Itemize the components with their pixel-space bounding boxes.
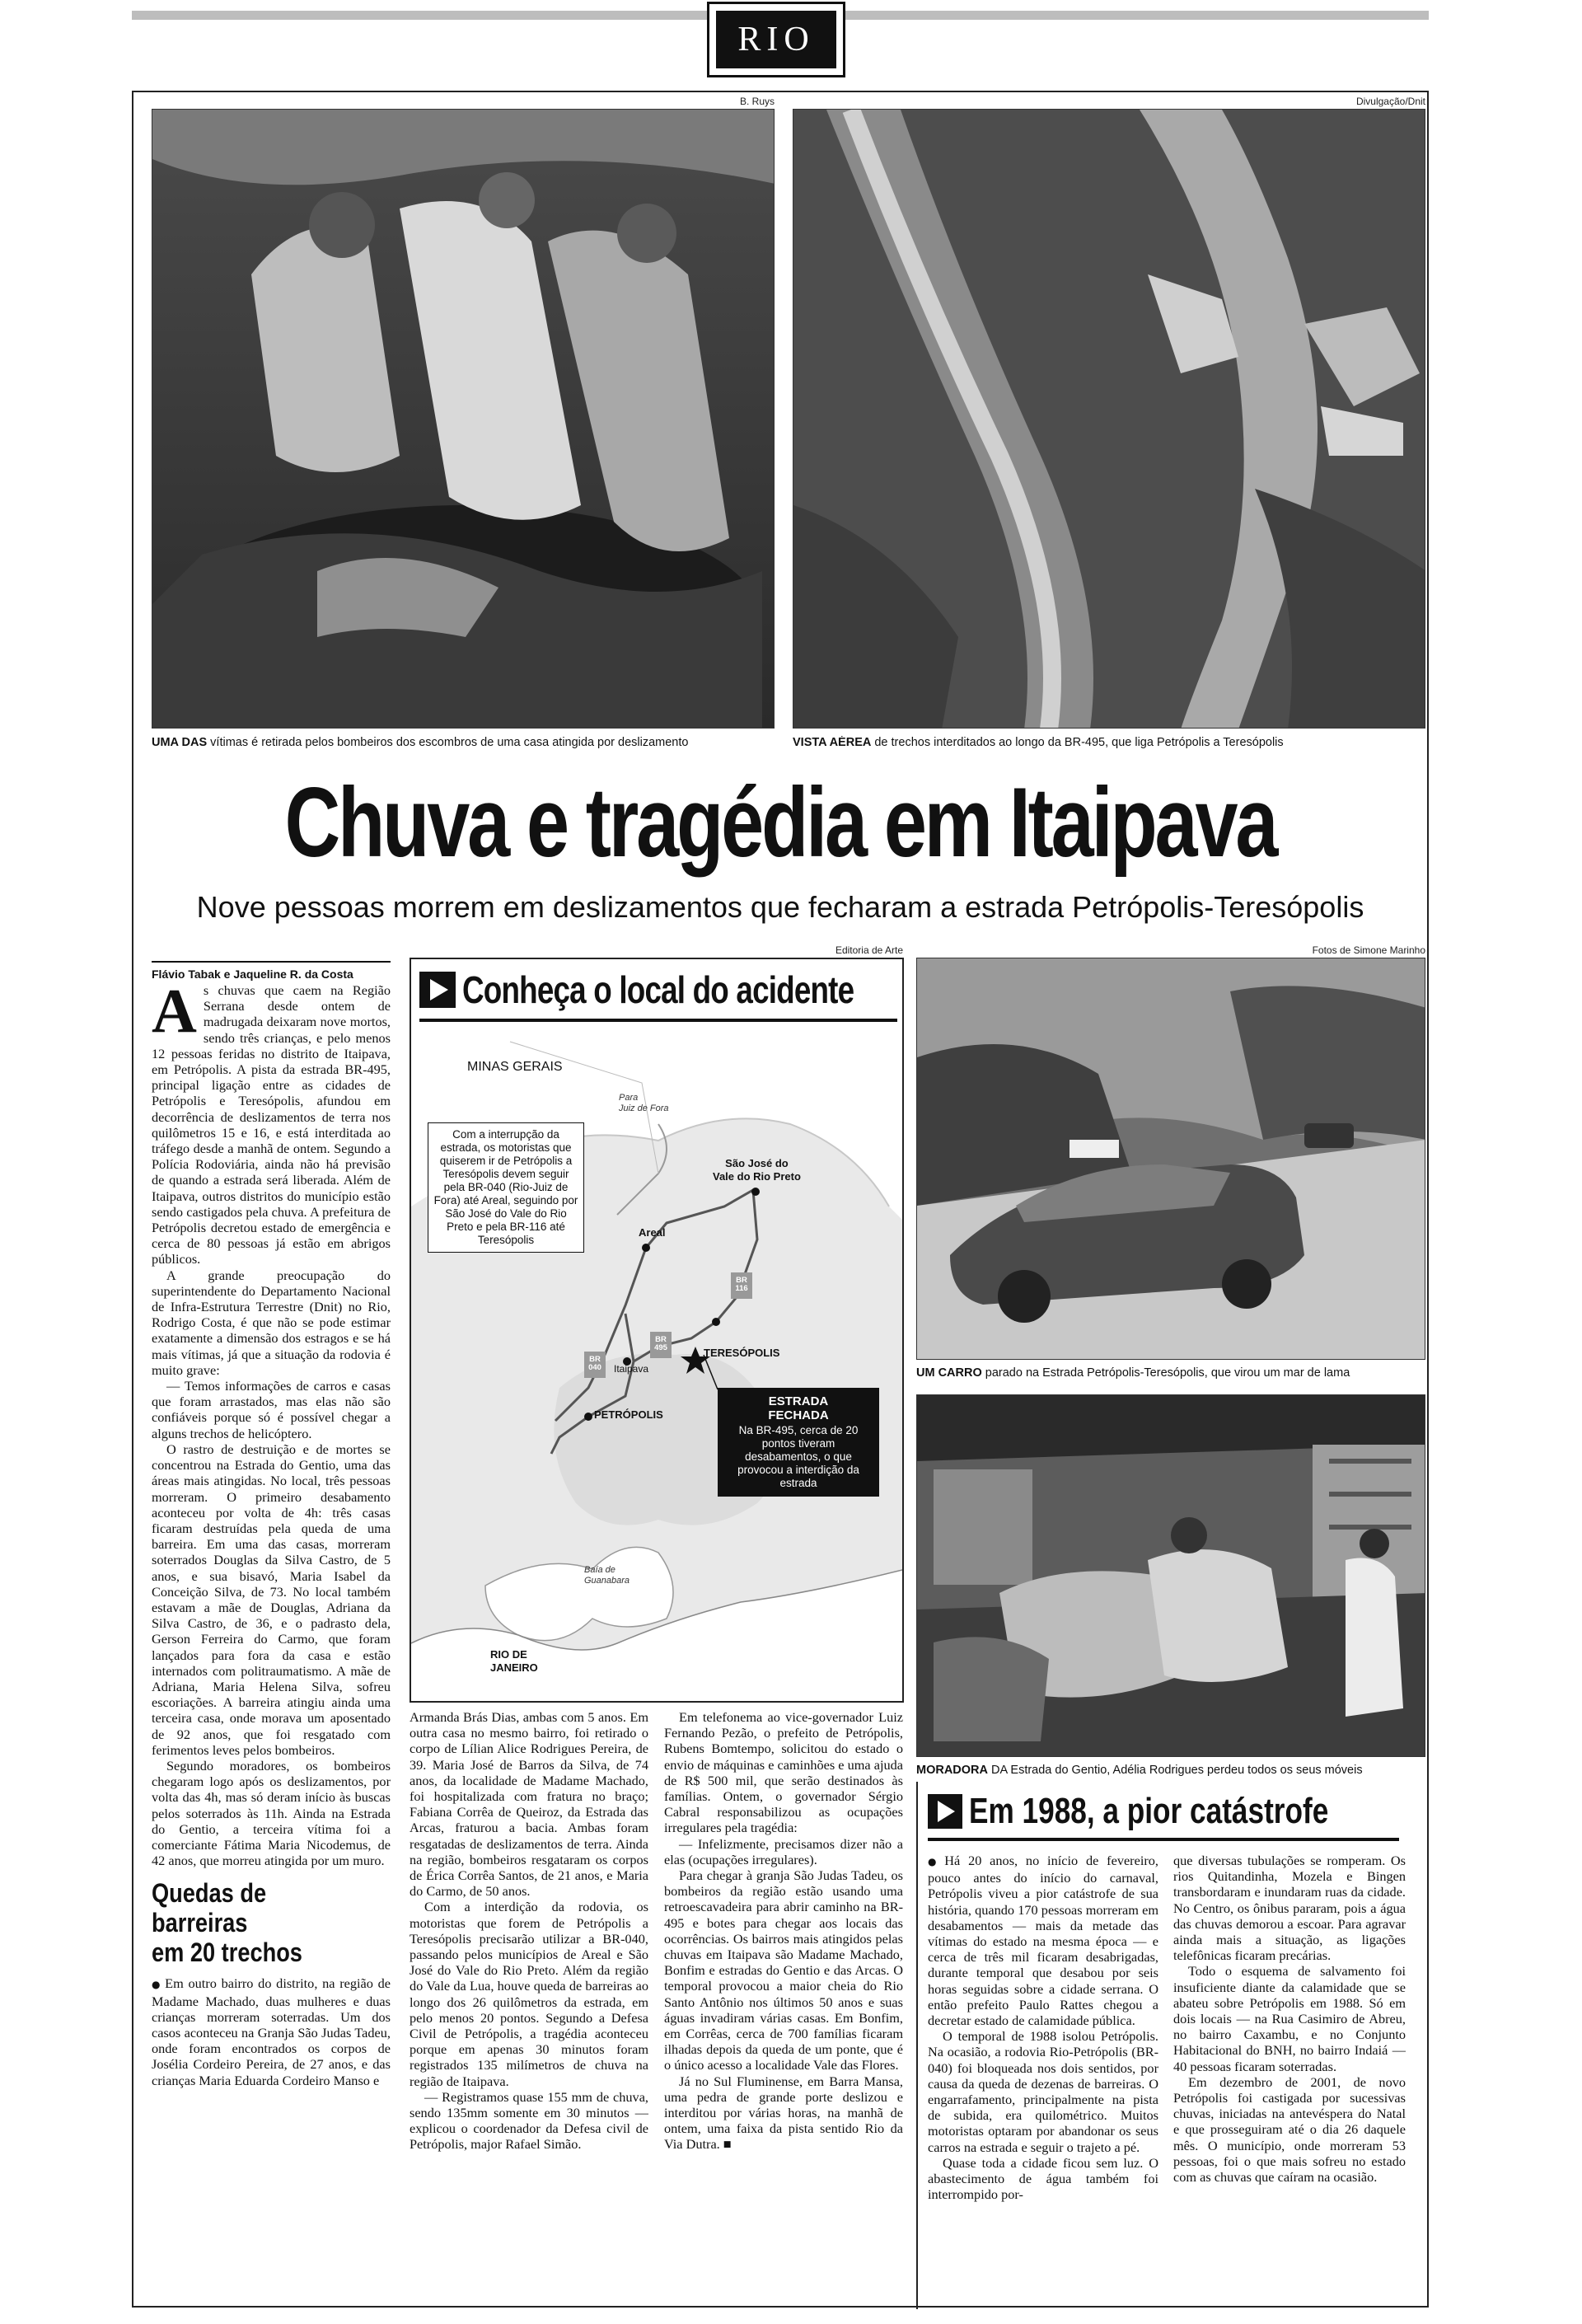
play-arrow-icon <box>419 972 456 1008</box>
article-column-3 <box>664 1709 903 2309</box>
photo-rescue <box>152 109 775 729</box>
map-credit: Editoria de Arte <box>835 944 903 956</box>
play-arrow-icon <box>928 1794 962 1829</box>
article-paragraph: O rastro de destruição e de mortes se concentrou na Estrada do Gentio, uma das áreas mais atingidas. No local, três pessoas morreram. O primeiro desabamento aconteceu por volta de 4h: três casas ficaram destruídas pela queda de uma barreira. Em uma das casas, morreram soterrados Douglas da Silva Castro, de 5 anos, e sua bisavó, Maria Isabel da Conceição Silva, de 73. No local também estavam a mãe de Douglas, Adriana da Silva Castro, de 36, e o padrasto dela, Gerson Ferreira do Carmo, que foram lançados para fora da casa e estão internados com politraumatismo. A mãe de Adriana, Maria Helena Silva, sofreu escoriações. A barreira atingiu ainda uma terceira casa, onde morava um aposentado de 92 anos, que foi resgatado com ferimentos leves pelos bombeiros. <box>152 1441 391 1758</box>
box-1988-left-border <box>916 1782 918 2309</box>
map-label-petropolis: PETRÓPOLIS <box>594 1408 663 1421</box>
article-text: Em outro bairro do distrito, na região de Madame Machado, duas mulheres e duas crianças morreram soterradas. Um dos casos aconteceu na Granja São Judas Tadeu, onde foram encontrados os corpos de Josélia Cordeiro Pereira, de 27 anos, e das crianças Maria Eduarda Cordeiro Manso e <box>152 1975 391 2088</box>
box-1988-title: Em 1988, a pior catástrofe <box>969 1791 1329 1831</box>
caption-rescue-lead: UMA DAS <box>152 736 208 749</box>
article-paragraph: que diversas tubulações se romperam. Os rios Quitandinha, Mozela e Bingen transbordaram e inundaram ruas da cidade. No Centro, os ônibus pararam, pois a água das chuvas demorou a escoar. Para agravar ainda mais a situação, as ligações telefônicas ficaram precárias. <box>1173 1853 1406 1964</box>
caption-aerial-lead: VISTA AÉREA <box>793 736 872 749</box>
photo-credit-car: Fotos de Simone Marinho <box>1312 944 1425 956</box>
article-column-1 <box>152 982 391 2309</box>
map-title-rule <box>419 1019 897 1022</box>
caption-resident <box>916 1764 1425 1777</box>
map-label-sao-jose: São José do Vale do Rio Preto <box>713 1157 801 1183</box>
caption-resident-lead: MORADORA <box>916 1764 988 1777</box>
article-paragraph <box>152 982 391 1267</box>
sidebar-box-1988 <box>916 1782 1417 2309</box>
map-label-rio: RIO DE JANEIRO <box>490 1648 538 1674</box>
map-label-to-juiz: Para Juiz de Fora <box>619 1093 669 1113</box>
photo-credit-aerial: Divulgação/Dnit <box>1355 96 1425 107</box>
box-1988-column-2 <box>1173 1853 1406 2304</box>
map-label-minas-gerais: MINAS GERAIS <box>467 1060 563 1074</box>
map-label-areal: Areal <box>639 1226 666 1239</box>
resident-photo-image <box>917 1395 1425 1757</box>
aerial-photo-image <box>793 110 1425 729</box>
photo-resident <box>916 1394 1425 1757</box>
map-detour-note: Com a interrupção da estrada, os motoristas que quiserem ir de Petrópolis a Teresópolis devem seguir pela BR-040 (Rio-Juiz de Fora) até Areal, seguindo por São José do Vale do Rio Preto e pela BR-116 até Teresópolis <box>428 1122 584 1253</box>
photo-aerial <box>793 109 1425 729</box>
article-subtitle: Quedas de barreiras em 20 trechos <box>152 1878 302 1968</box>
caption-car-text: parado na Estrada Petrópolis-Teresópolis, que virou um mar de lama <box>981 1366 1350 1380</box>
article-paragraph: Para chegar à granja São Judas Tadeu, os bombeiros da região estão usando uma retroescavadeira para abrir caminho na BR-495 e botes para chegar aos locais das ocorrências. Os bairros mais atingidos pelas chuvas em Itaipava são Madame Machado, Bonfim e estradas do Gentio e das Arcas. O temporal provocou a maior cheia do Rio Santo Antônio nos últimos 50 anos e suas águas invadiram várias casas. Em Bonfim, em Corrêas, cerca de 700 famílias ficaram ilhadas depois da queda de um ponte, que é o único acesso a localidade Vale das Flores. <box>664 1867 903 2073</box>
bullet-icon: ● <box>928 1856 942 1867</box>
caption-aerial-text: de trechos interditados ao longo da BR-495, que liga Petrópolis a Teresópolis <box>871 736 1284 749</box>
article-paragraph: A grande preocupação do superintendente do Departamento Nacional de Infra-Estrutura Terrestre (Dnit) no Rio, Rodrigo Costa, é que não se pode estimar exatamente a dimensão dos estragos e se há mais vítimas, já que a situação da rodovia é muito grave: <box>152 1267 391 1378</box>
callout-heading: ESTRADA FECHADA <box>768 1394 829 1422</box>
article-paragraph: — Infelizmente, precisamos dizer não a elas (ocupações irregulares). <box>664 1835 903 1867</box>
map-infographic <box>410 958 904 1703</box>
caption-rescue <box>152 736 775 749</box>
box-1988-column-1 <box>928 1853 1158 2304</box>
headline: Chuva e tragédia em Itaipava <box>284 767 1276 878</box>
article-text: s chuvas que caem na Região Serrana desde ontem de madrugada deixaram nove mortos, sendo três crianças, e pelo menos 12 pessoas feridas no distrito de Itaipava, em Petrópolis. A pista da estrada BR-495, principal ligação entre as cidades de Petrópolis e Teresópolis, afundou em decorrência de deslizamentos de terra nos quilômetros 15 e 16, e está interditada ao tráfego desde a manhã de ontem. Segundo a Polícia Rodoviária, ainda não há previsão de quando a estrada será liberada. Além de Itaipava, outros distritos do município estão sendo castigados pela chuva. A prefeitura de Petrópolis decretou estado de emergência e cerca de 80 pessoas já estão em abrigos públicos. <box>152 982 391 1267</box>
map-title-row <box>419 968 904 1012</box>
map-label-itaipava: Itaipava <box>614 1363 649 1375</box>
map-callout-closed-road <box>718 1388 879 1497</box>
box-1988-rule <box>928 1838 1399 1841</box>
section-tab <box>707 2 845 77</box>
article-paragraph: Em telefonema ao vice-governador Luiz Fernando Pezão, o prefeito de Petrópolis, Rubens Bomtempo, solicitou do estado o envio de máquinas e caminhões e uma ajuda de R$ 500 mil, que serão destinados às famílias. Ontem, o governador Sérgio Cabral responsabilizou as ocupações irregulares pela tragédia: <box>664 1709 903 1836</box>
badge-br040: BR 040 <box>584 1352 606 1378</box>
badge-br495: BR 495 <box>650 1332 672 1358</box>
article-paragraph: Armanda Brás Dias, ambas com 5 anos. Em outra casa no mesmo bairro, foi retirado o corpo de Lílian Alice Rodrigues Pereira, de 39. Maria José de Barros da Silva, de 74 anos, da localidade de Madame Machado, foi hospitalizada com fratura no braço; Fabiana Corrêa de Queiroz, da Estrada das Arcas, fraturou a bacia. Ambas foram resgatadas de deslizamentos de terra. Ainda na região, bombeiros resgataram os corpos de Érica Corrêa Santos, de 21 anos, e Maria do Carmo, de 50 anos. <box>410 1709 648 1900</box>
caption-car <box>916 1366 1425 1380</box>
caption-car-lead: UM CARRO <box>916 1366 982 1380</box>
article-paragraph: Já no Sul Fluminense, em Barra Mansa, uma pedra de grande porte deslizou e interditou por várias horas, na manhã de ontem, uma faixa da pista sentido Rio da Via Dutra. ■ <box>664 2073 903 2153</box>
caption-aerial <box>793 736 1425 749</box>
map-label-guanabara: Baía de Guanabara <box>584 1565 630 1586</box>
article-paragraph: — Temos informações de carros e casas que foram arrastados, mas elas não são confiáveis porque só é possível chegar a alguns trechos de helicóptero. <box>152 1378 391 1441</box>
article-paragraph <box>152 1975 391 2087</box>
article-paragraph: Todo o esquema de salvamento foi insuficiente diante da calamidade que se abateu sobre Petrópolis em 1988. Só em dois locais — na Rua Casimiro de Abreu, no bairro Caxambu, e no Conjunto Habitacional do BNH, no bairro Indaiá — 40 pessoas ficaram soterradas. <box>1173 1963 1406 2074</box>
car-photo-image <box>917 958 1425 1360</box>
map-label-teresopolis: TERESÓPOLIS <box>704 1347 780 1359</box>
photo-car <box>916 958 1425 1360</box>
box-1988-title-row <box>928 1790 1418 1833</box>
section-label: RIO <box>716 11 836 68</box>
map-title: Conheça o local do acidente <box>462 968 854 1011</box>
callout-text: Na BR-495, cerca de 20 pontos tiveram desabamentos, o que provocou a interdição da estrada <box>737 1424 859 1489</box>
caption-rescue-text: vítimas é retirada pelos bombeiros dos escombros de uma casa atingida por deslizamento <box>207 736 689 749</box>
article-text: Há 20 anos, no início de fevereiro, pouco antes do início do carnaval, Petrópolis viveu a pior catástrofe de sua história, quando 170 pessoas morreram em desabamentos — mais da metade das vítimas do estado na mesma época — e cerca de três mil ficaram desabrigadas, durante temporal que desabou por seis horas seguidas sobre a cidade serrana. O então prefeito Paulo Rattes chegou a decretar estado de calamidade pública. <box>928 1853 1158 2029</box>
article-paragraph: Segundo moradores, os bombeiros chegaram logo após os deslizamentos, por volta das 4h, mas só deram início às buscas pelos soterrados às 11h. Ainda na Estrada do Gentio, a terceira vítima foi a comerciante Fátima Maria Nicodemus, de 42 anos, que morreu atingida por um muro. <box>152 1757 391 1869</box>
byline: Flávio Tabak e Jaqueline R. da Costa <box>152 961 391 981</box>
article-paragraph: — Registramos quase 155 mm de chuva, sendo 135mm somente em 30 minutos — explicou o coordenador da Defesa civil de Petrópolis, major Rafael Simão. <box>410 2088 648 2153</box>
article-paragraph: Quase toda a cidade ficou sem luz. O abastecimento de água também foi interrompido por- <box>928 2154 1158 2203</box>
article-paragraph: Com a interdição da rodovia, os motoristas que forem de Petrópolis a Teresópolis precisarão utilizar a BR-040, passando pelos municípios de Areal e São José do Vale do Rio Preto. Além da região do Vale da Lua, houve queda de barreiras ao longo dos 26 quilômetros da estrada, em pelo menos 20 pontos. Segundo a Defesa Civil de Petrópolis, a tragédia aconteceu porque em apenas 30 minutos foram registrados 135 milímetros de chuva na região de Itaipava. <box>410 1899 648 2089</box>
rescue-photo-image <box>152 110 775 729</box>
caption-resident-text: DA Estrada do Gentio, Adélia Rodrigues perdeu todos os seus móveis <box>988 1764 1363 1777</box>
badge-br116: BR 116 <box>731 1272 752 1299</box>
article-paragraph: O temporal de 1988 isolou Petrópolis. Na ocasião, a rodovia Rio-Petrópolis (BR-040) foi bloqueada nos dois sentidos, por causa da queda de dezenas de barreiras. O engarrafamento, principalmente na pista de subida, era quilométrico. Muitos motoristas optaram por abandonar os seus carros na estrada e seguir o trajeto a pé. <box>928 2028 1158 2155</box>
photo-credit-rescue: B. Ruys <box>739 96 775 107</box>
article-column-2 <box>410 1709 648 2309</box>
subheadline: Nove pessoas morrem em deslizamentos que fecharam a estrada Petrópolis-Teresópolis <box>196 890 1364 924</box>
article-paragraph <box>928 1853 1158 2028</box>
bullet-icon: ● <box>152 1979 162 1991</box>
dropcap: A <box>152 982 197 1046</box>
article-paragraph: Em dezembro de 2001, de novo Petrópolis foi castigada por sucessivas chuvas, iniciadas na antevéspera do Natal e que prosseguiram até o dia 26 daquele mês. O município, onde morreram 53 pessoas, foi o que mais sofreu no estado com as chuvas que caíram na ocasião. <box>1173 2073 1406 2186</box>
